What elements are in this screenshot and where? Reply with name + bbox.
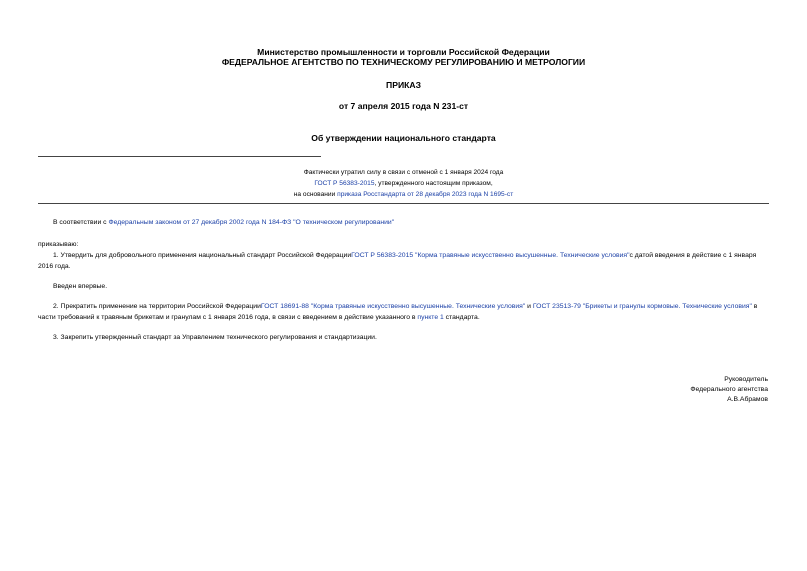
document-date: от 7 апреля 2015 года N 231-ст <box>338 101 469 111</box>
gost-23513-79-link[interactable]: ГОСТ 23513-79 "Брикеты и гранулы кормовые. Технические условия" <box>532 303 752 310</box>
rosstandart-order-link[interactable]: приказа Росстандарта от 28 декабря 2023 года N 1695-ст <box>337 191 514 198</box>
divider-short <box>38 156 321 157</box>
agency-name: ФЕДЕРАЛЬНОЕ АГЕНТСТВО ПО ТЕХНИЧЕСКОМУ РЕГУЛИРОВАНИЮ И МЕТРОЛОГИИ <box>221 57 586 67</box>
federal-law-link[interactable]: Федеральным законом от 27 декабря 2002 года N 184-ФЗ "О техническом регулировании" <box>108 219 395 226</box>
preamble-text: В соответствии с <box>53 219 109 226</box>
document-type: ПРИКАЗ <box>386 80 421 90</box>
status-note-line3 <box>38 189 769 200</box>
item-2-middle: в части требований к травяным брикетам и гранулам с 1 января 2016 года, в связи с введением в действие указанного в <box>38 303 758 321</box>
item-1-reference-link[interactable]: пункте 1 <box>417 313 444 321</box>
item-1-text: 1. Утвердить для добровольного применения национальный стандарт Российской Федерации <box>53 252 352 259</box>
signature-position: Руководитель <box>724 376 768 383</box>
item-2-suffix: стандарта. <box>443 313 480 321</box>
introduced-note: Введен впервые. <box>53 283 108 290</box>
status-note-line1: Фактически утратил силу в связи с отменой с 1 января 2024 года <box>303 169 504 176</box>
item-3: 3. Закрепить утвержденный стандарт за Управлением технического регулирования и стандартизации. <box>53 334 377 341</box>
signature-agency: Федерального агентства <box>690 386 768 393</box>
divider-full <box>38 203 769 204</box>
item-1 <box>38 251 769 272</box>
item-2-text: 2. Прекратить применение на территории Российской Федерации <box>53 303 261 310</box>
gost-r-56383-2015-link[interactable]: ГОСТ Р 56383-2015 "Корма травяные искусственно высушенные. Технические условия" <box>351 252 630 259</box>
order-word: приказываю: <box>38 241 79 248</box>
document-title: Об утверждении национального стандарта <box>311 133 496 143</box>
gost-56383-link[interactable]: ГОСТ Р 56383-2015 <box>314 180 375 187</box>
status-note-prefix: на основании <box>293 191 338 198</box>
preamble <box>38 218 769 229</box>
gost-18691-88-link[interactable]: ГОСТ 18691-88 "Корма травяные искусственно высушенные. Технические условия" <box>260 303 526 310</box>
ministry-name: Министерство промышленности и торговли Российской Федерации <box>257 47 550 57</box>
status-note-line2 <box>38 178 769 189</box>
item-1-suffix: с датой введения в действие с 1 января 2016 года. <box>38 252 757 270</box>
item-2 <box>38 302 769 323</box>
item-2-and: и <box>525 303 533 310</box>
signature-name: А.В.Абрамов <box>727 396 768 403</box>
status-note-text: , утвержденного настоящим приказом, <box>374 180 493 187</box>
